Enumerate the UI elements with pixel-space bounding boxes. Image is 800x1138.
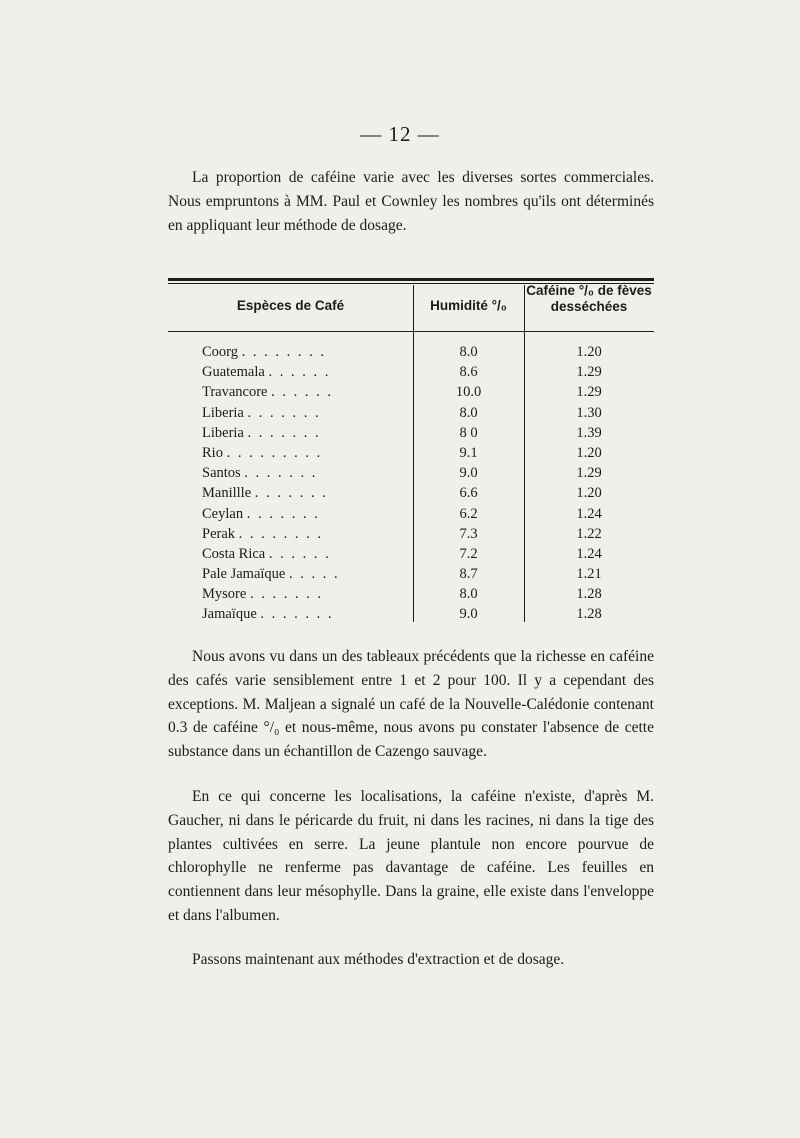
species-name: [202, 384, 407, 401]
species-name: [202, 606, 407, 623]
leader-dots: . . . . . . . .: [238, 525, 324, 542]
body-paragraph-transition: Passons maintenant aux méthodes d'extraction et de dosage.: [192, 951, 565, 968]
humidity-value: 7.2: [459, 545, 478, 562]
leader-dots: . . . . . . .: [249, 586, 324, 603]
species-label: Santos: [202, 465, 241, 482]
table-row: [0, 364, 800, 384]
species-label: Coorg: [202, 344, 238, 360]
leader-dots: . . . . . . .: [247, 404, 321, 421]
table-row: [0, 465, 800, 485]
leader-dots: . . . . . . .: [246, 505, 320, 522]
caffeine-value: 1.29: [576, 465, 602, 482]
species-label: Manillle: [202, 485, 252, 502]
humidity-value: 8.7: [459, 566, 478, 583]
humidity-value: 8.0: [459, 344, 478, 360]
caffeine-value: 1.29: [576, 384, 602, 401]
table-row: [0, 606, 800, 626]
table-row: [0, 405, 800, 425]
caffeine-value: 1.24: [576, 505, 602, 522]
table-top-rule: [168, 278, 654, 281]
intro-paragraph: La proportion de caféine varie avec les diverses sortes commerciales. Nous empruntons à MM. Paul et Cownley les nombres qu'ils ont déterminés en appliquant leur méthode de dosage.: [168, 169, 654, 234]
humidity-value: 8.0: [459, 586, 478, 603]
caffeine-value: 1.20: [576, 485, 602, 502]
species-name: [202, 546, 407, 563]
species-label: Costa Rica: [202, 545, 266, 562]
caffeine-value: 1.28: [576, 606, 602, 623]
species-label: Rio: [202, 444, 223, 461]
body-paragraph-localisations: En ce qui concerne les localisations, la caféine n'existe, d'après M. Gaucher, ni dans le péricarde du fruit, ni dans les racines, ni dans la tige des plantes cultivées en serre. La jeune plantule non encore pourvue de chlorophylle ne renferme pas davantage de caféine. Les feuilles en contiennent dans leur mésophylle. Dans la graine, elle existe dans l'enveloppe et dans l'albumen.: [168, 788, 654, 924]
species-name: [202, 465, 407, 482]
table-row: [0, 384, 800, 404]
caffeine-value: 1.30: [576, 404, 602, 421]
species-label: Liberia: [202, 404, 244, 421]
caffeine-value: 1.20: [576, 344, 602, 360]
leader-dots: . . . . . . . .: [241, 344, 326, 360]
humidity-value: 6.2: [459, 505, 478, 522]
leader-dots: . . . . . .: [268, 545, 331, 562]
species-name: [202, 586, 407, 603]
caffeine-value: 1.20: [576, 444, 602, 461]
body-paragraph-exceptions: Nous avons vu dans un des tableaux précédents que la richesse en caféine des cafés varie sensiblement entre 1 et 2 pour 100. Il y a cependant des exceptions. M. Maljean a signalé un café de la Nouvelle-Calédonie contenant 0.3 de caféine °/₀ et nous-même, nous avons pu constater l'absence de cette substance dans un échantillon de Cazengo sauvage.: [168, 648, 654, 761]
table-row: [0, 425, 800, 445]
page-number: — 12 —: [360, 122, 440, 146]
leader-dots: . . . . .: [288, 566, 340, 583]
species-name: [202, 566, 407, 583]
table-row: [0, 485, 800, 505]
header-humidity: Humidité °/₀: [430, 298, 507, 313]
species-name: [202, 485, 407, 502]
humidity-value: 9.0: [459, 465, 478, 482]
species-name: [202, 364, 407, 381]
species-label: Mysore: [202, 586, 247, 603]
caffeine-value: 1.22: [576, 525, 602, 542]
caffeine-value: 1.28: [576, 586, 602, 603]
humidity-value: 8 0: [459, 424, 478, 441]
table-row: [0, 586, 800, 606]
species-label: Guatemala: [202, 364, 265, 381]
header-caffeine: Caféine °/₀ de fèves desséchées: [526, 283, 652, 314]
leader-dots: . . . . . .: [271, 384, 333, 401]
species-name: [202, 344, 407, 361]
table-body: [0, 344, 800, 627]
table-row: [0, 526, 800, 546]
species-name: [202, 405, 407, 422]
header-species: Espèces de Café: [236, 298, 345, 313]
caffeine-value: 1.21: [576, 566, 602, 583]
humidity-value: 6.6: [459, 485, 478, 502]
humidity-value: 7.3: [459, 525, 478, 542]
table-header-rule: [168, 331, 654, 332]
humidity-value: 9.1: [459, 444, 478, 461]
table-row: [0, 566, 800, 586]
leader-dots: . . . . . . .: [254, 485, 328, 502]
caffeine-value: 1.29: [576, 364, 602, 381]
caffeine-value: 1.24: [576, 545, 602, 562]
leader-dots: . . . . . . .: [260, 606, 334, 623]
table-row: [0, 546, 800, 566]
species-name: [202, 445, 407, 462]
table-row: [0, 506, 800, 526]
humidity-value: 8.0: [459, 404, 478, 421]
species-label: Ceylan: [202, 505, 244, 522]
species-name: [202, 425, 407, 442]
caffeine-value: 1.39: [576, 424, 602, 441]
leader-dots: . . . . . .: [268, 364, 331, 381]
species-label: Pale Jamaïque: [202, 566, 286, 583]
species-label: Travancore: [202, 384, 268, 401]
species-name: [202, 526, 407, 543]
humidity-value: 9.0: [459, 606, 478, 623]
leader-dots: . . . . . . .: [244, 465, 318, 482]
leader-dots: . . . . . . . . .: [226, 444, 323, 461]
humidity-value: 8.6: [459, 364, 478, 381]
humidity-value: 10.0: [455, 384, 482, 401]
species-label: Perak: [202, 525, 236, 542]
table-row: [0, 344, 800, 364]
species-name: [202, 506, 407, 523]
table-row: [0, 445, 800, 465]
leader-dots: . . . . . . .: [247, 424, 321, 441]
species-label: Jamaïque: [202, 606, 257, 623]
species-label: Liberia: [202, 424, 244, 441]
